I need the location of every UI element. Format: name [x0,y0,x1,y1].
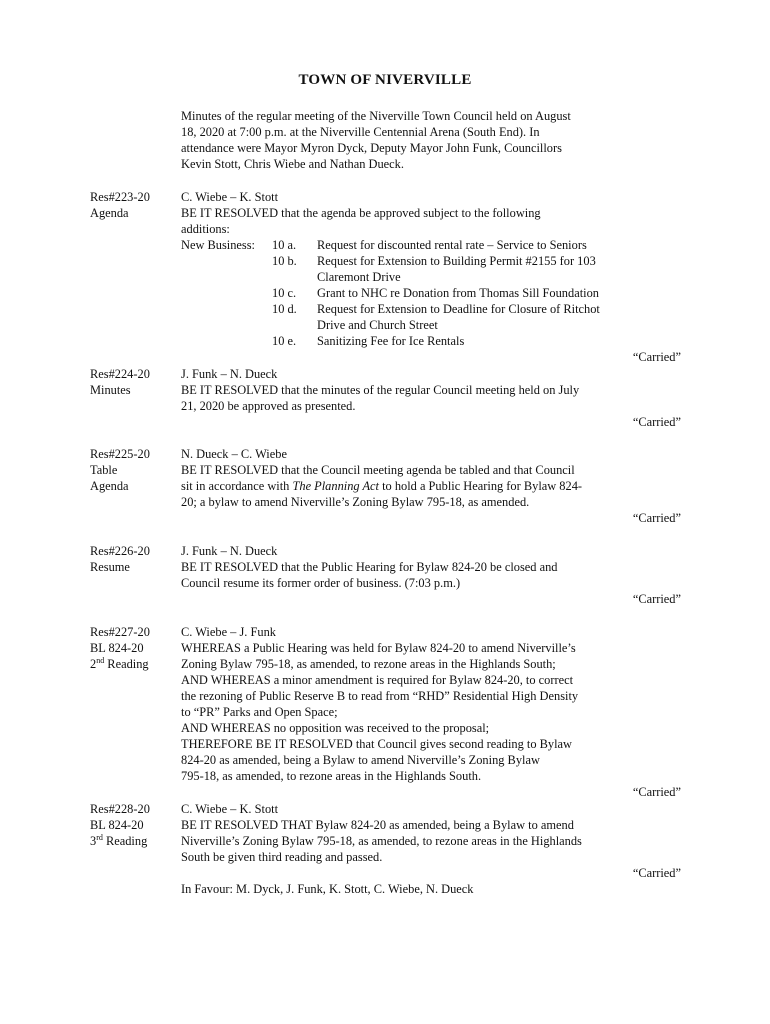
resolution-text-line: Niverville’s Zoning Bylaw 795-18, as amended, to rezone areas in the Highlands [181,834,582,848]
resolution-text-line: BE IT RESOLVED that the Public Hearing for Bylaw 824-20 be closed and [181,560,558,574]
resolution-text-line: Zoning Bylaw 795-18, as amended, to rezone areas in the Highlands South; [181,657,556,671]
resolution-body [181,366,681,430]
intro-line: Kevin Stott, Chris Wiebe and Nathan Dueck. [181,157,404,171]
reading-ordinal: 2 [90,657,97,671]
resolution-movers: J. Funk – N. Dueck [181,544,278,558]
reading-label [90,833,180,849]
carried-label: “Carried” [632,866,681,880]
resolution-text-line: WHEREAS a Public Hearing was held for Bylaw 824-20 to amend Niverville’s [181,641,576,655]
resolution-topic: Resume [90,560,130,574]
resolution-movers: C. Wiebe – K. Stott [181,190,279,204]
item-number: 10 e. [272,334,297,348]
resolution-body [181,624,681,800]
item-number [272,317,317,333]
resolution-text-line: BE IT RESOLVED that the Council meeting agenda be tabled and that Council [181,463,575,477]
resolution-body [181,543,681,607]
item-text: Request for discounted rental rate – Service to Seniors [317,238,587,252]
item-number: 10 a. [272,238,297,252]
bylaw-number: BL 824-20 [90,641,144,655]
carried-label: “Carried” [632,511,681,525]
resolution-text-line: 795-18, as amended, to rezone areas in the Highlands South. [181,769,482,783]
resolution-movers: N. Dueck – C. Wiebe [181,447,287,461]
carried-label: “Carried” [632,592,681,606]
item-number: 10 d. [272,302,297,316]
reading-suffix: rd [96,832,103,842]
item-number [272,269,317,285]
resolution-number: Res#227-20 [90,625,150,639]
resolution-text-line: 21, 2020 be approved as presented. [181,399,356,413]
resolution-label [90,624,180,672]
resolution-topic: Agenda [90,206,129,220]
item-text: Drive and Church Street [317,318,438,332]
bylaw-number: BL 824-20 [90,818,144,832]
resolution-movers: C. Wiebe – J. Funk [181,625,276,639]
resolution-movers: J. Funk – N. Dueck [181,367,278,381]
resolution-text-line: to “PR” Parks and Open Space; [181,705,338,719]
item-text: Sanitizing Fee for Ice Rentals [317,334,465,348]
item-text: Request for Extension to Deadline for Closure of Ritchot [317,302,600,316]
resolution-movers: C. Wiebe – K. Stott [181,802,279,816]
resolution-label [90,189,180,221]
reading-word: Reading [104,657,149,671]
carried-label: “Carried” [632,415,681,429]
resolution-text-line: South be given third reading and passed. [181,850,383,864]
new-business-item [181,285,681,301]
in-favour-line: In Favour: M. Dyck, J. Funk, K. Stott, C. Wiebe, N. Dueck [181,882,474,896]
reading-suffix: nd [96,655,105,665]
item-text: Request for Extension to Building Permit #2155 for 103 [317,254,596,268]
carried-label: “Carried” [632,785,681,799]
item-text: Claremont Drive [317,270,401,284]
resolution-text-line: AND WHEREAS no opposition was received to the proposal; [181,721,490,735]
resolution-number: Res#228-20 [90,802,150,816]
resolution-topic: Minutes [90,383,131,397]
new-business-item [181,301,681,317]
resolution-text-line: the rezoning of Public Reserve B to read from “RHD” Residential High Density [181,689,579,703]
resolution-body [181,189,681,365]
resolution-text-line: BE IT RESOLVED that the minutes of the regular Council meeting held on July [181,383,580,397]
resolution-label [90,366,180,398]
reading-ordinal: 3 [90,834,97,848]
resolution-text-line: BE IT RESOLVED that the agenda be approved subject to the following [181,206,541,220]
resolution-topic: Agenda [90,479,129,493]
resolution-number: Res#224-20 [90,367,150,381]
text-segment: sit in accordance with [181,479,293,493]
resolution-text-line: BE IT RESOLVED THAT Bylaw 824-20 as amended, being a Bylaw to amend [181,818,574,832]
resolution-number: Res#225-20 [90,447,150,461]
resolution-number: Res#226-20 [90,544,150,558]
new-business-item [181,253,681,269]
new-business-item [181,237,681,253]
reading-word: Reading [102,834,148,848]
carried-label: “Carried” [632,350,681,364]
item-number: 10 c. [272,286,297,300]
resolution-text-line: AND WHEREAS a minor amendment is required for Bylaw 824-20, to correct [181,673,574,687]
reading-label [90,656,180,672]
resolution-text-line: additions: [181,222,230,236]
intro-line: attendance were Mayor Myron Dyck, Deputy Mayor John Funk, Councillors [181,141,562,155]
new-business-item [181,317,681,333]
resolution-label [90,801,180,849]
new-business-item [181,269,681,285]
new-business-label: New Business: [181,238,255,252]
resolution-topic: Table [90,463,118,477]
resolution-text-line: THEREFORE BE IT RESOLVED that Council gives second reading to Bylaw [181,737,572,751]
item-number: 10 b. [272,254,297,268]
resolution-body [181,446,681,526]
resolution-label [90,446,180,494]
intro-line: Minutes of the regular meeting of the Niverville Town Council held on August [181,109,571,123]
resolution-body [181,801,681,897]
resolution-text-line: 824-20 as amended, being a Bylaw to amend Niverville’s Zoning Bylaw [181,753,540,767]
resolution-text-line: 20; a bylaw to amend Niverville’s Zoning Bylaw 795-18, as amended. [181,495,530,509]
document-title: TOWN OF NIVERVILLE [298,72,472,88]
text-segment: to hold a Public Hearing for Bylaw 824- [378,479,583,493]
intro-line: 18, 2020 at 7:00 p.m. at the Niverville Centennial Arena (South End). In [181,125,540,139]
act-title: The Planning Act [292,479,379,493]
resolution-text-line: Council resume its former order of business. (7:03 p.m.) [181,576,461,590]
intro-paragraph [181,108,681,172]
new-business-item [181,333,681,349]
item-text: Grant to NHC re Donation from Thomas Sill Foundation [317,286,599,300]
resolution-text-line [181,478,681,494]
resolution-number: Res#223-20 [90,190,150,204]
resolution-label [90,543,180,575]
